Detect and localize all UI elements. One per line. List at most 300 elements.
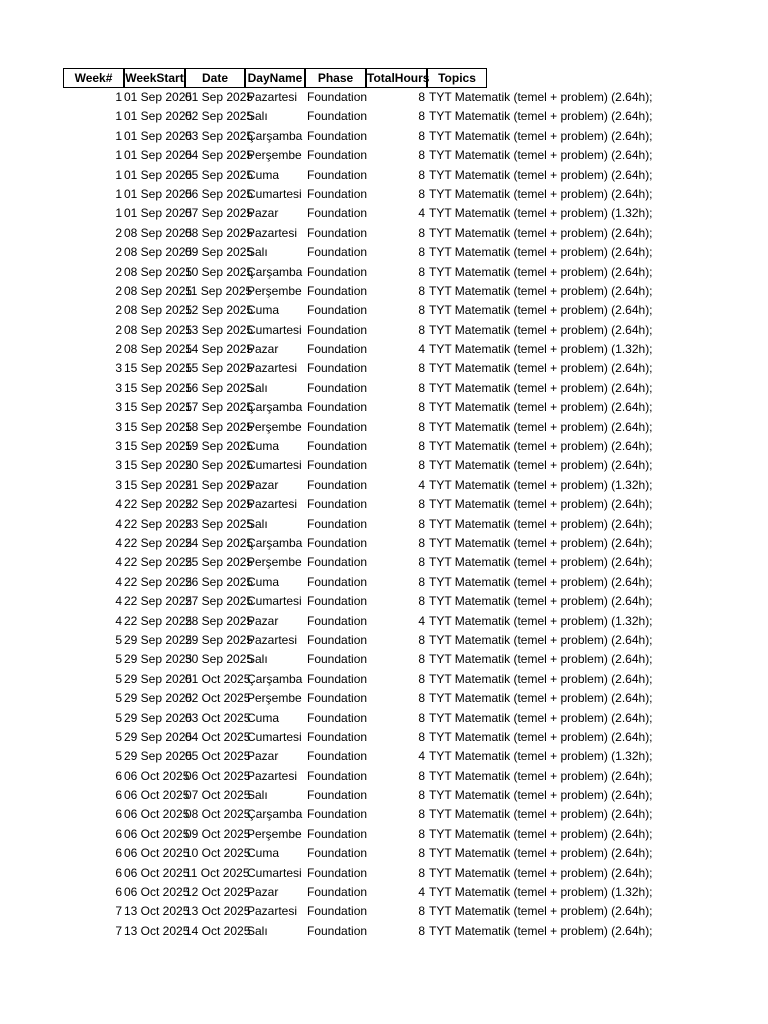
cell-day-name[interactable]: Pazartesi — [247, 904, 298, 919]
cell-week-number[interactable]: 4 — [115, 594, 122, 609]
cell-date[interactable]: 30 Sep 2025 — [185, 652, 254, 667]
cell-date[interactable]: 17 Sep 2025 — [185, 400, 254, 415]
cell-total-hours[interactable]: 8 — [418, 458, 425, 473]
cell-week-number[interactable]: 4 — [115, 516, 122, 531]
cell-phase[interactable]: Foundation — [307, 477, 368, 492]
cell-phase[interactable]: Foundation — [307, 439, 368, 454]
cell-phase[interactable]: Foundation — [307, 516, 368, 531]
cell-date[interactable]: 16 Sep 2025 — [185, 380, 254, 395]
cell-week-number[interactable]: 6 — [115, 885, 122, 900]
cell-date[interactable]: 22 Sep 2025 — [185, 497, 254, 512]
cell-week-number[interactable]: 5 — [115, 710, 122, 725]
cell-total-hours[interactable]: 8 — [418, 865, 425, 880]
cell-topics[interactable]: TYT Matematik (temel + problem) (2.64h); — [429, 555, 653, 570]
cell-week-start[interactable]: 13 Oct 2025 — [124, 923, 190, 938]
cell-day-name[interactable]: Salı — [247, 923, 268, 938]
cell-topics[interactable]: TYT Matematik (temel + problem) (1.32h); — [429, 613, 653, 628]
cell-date[interactable]: 26 Sep 2025 — [185, 574, 254, 589]
cell-date[interactable]: 12 Oct 2025 — [185, 885, 251, 900]
cell-week-number[interactable]: 3 — [115, 458, 122, 473]
cell-phase[interactable]: Foundation — [307, 186, 368, 201]
cell-day-name[interactable]: Salı — [247, 380, 268, 395]
cell-week-start[interactable]: 08 Sep 2025 — [124, 283, 193, 298]
cell-week-number[interactable]: 3 — [115, 400, 122, 415]
cell-date[interactable]: 23 Sep 2025 — [185, 516, 254, 531]
cell-total-hours[interactable]: 8 — [418, 729, 425, 744]
cell-topics[interactable]: TYT Matematik (temel + problem) (2.64h); — [429, 264, 653, 279]
cell-week-number[interactable]: 5 — [115, 749, 122, 764]
cell-phase[interactable]: Foundation — [307, 632, 368, 647]
cell-phase[interactable]: Foundation — [307, 380, 368, 395]
cell-date[interactable]: 24 Sep 2025 — [185, 535, 254, 550]
cell-date[interactable]: 01 Oct 2025 — [185, 671, 251, 686]
cell-week-number[interactable]: 1 — [115, 90, 122, 104]
cell-week-number[interactable]: 1 — [115, 206, 122, 221]
cell-day-name[interactable]: Pazar — [247, 885, 279, 900]
cell-day-name[interactable]: Perşembe — [247, 826, 302, 841]
cell-total-hours[interactable]: 8 — [418, 826, 425, 841]
cell-topics[interactable]: TYT Matematik (temel + problem) (2.64h); — [429, 225, 653, 240]
cell-topics[interactable]: TYT Matematik (temel + problem) (2.64h); — [429, 652, 653, 667]
cell-week-start[interactable]: 06 Oct 2025 — [124, 768, 190, 783]
cell-phase[interactable]: Foundation — [307, 807, 368, 822]
cell-date[interactable]: 11 Sep 2025 — [185, 283, 253, 298]
cell-phase[interactable]: Foundation — [307, 788, 368, 803]
cell-total-hours[interactable]: 8 — [418, 380, 425, 395]
cell-date[interactable]: 14 Oct 2025 — [185, 923, 251, 938]
cell-topics[interactable]: TYT Matematik (temel + problem) (2.64h); — [429, 846, 653, 861]
cell-total-hours[interactable]: 8 — [418, 671, 425, 686]
cell-total-hours[interactable]: 8 — [418, 904, 425, 919]
cell-day-name[interactable]: Pazartesi — [247, 90, 298, 104]
cell-day-name[interactable]: Salı — [247, 245, 268, 260]
cell-topics[interactable]: TYT Matematik (temel + problem) (2.64h); — [429, 632, 653, 647]
cell-phase[interactable]: Foundation — [307, 594, 368, 609]
cell-phase[interactable]: Foundation — [307, 497, 368, 512]
cell-week-start[interactable]: 29 Sep 2025 — [124, 632, 193, 647]
cell-phase[interactable]: Foundation — [307, 885, 368, 900]
cell-day-name[interactable]: Çarşamba — [247, 264, 303, 279]
cell-date[interactable]: 13 Oct 2025 — [185, 904, 251, 919]
cell-phase[interactable]: Foundation — [307, 710, 368, 725]
cell-phase[interactable]: Foundation — [307, 904, 368, 919]
cell-topics[interactable]: TYT Matematik (temel + problem) (2.64h); — [429, 768, 653, 783]
cell-phase[interactable]: Foundation — [307, 691, 368, 706]
cell-week-number[interactable]: 2 — [115, 322, 122, 337]
cell-topics[interactable]: TYT Matematik (temel + problem) (2.64h); — [429, 497, 653, 512]
cell-day-name[interactable]: Pazar — [247, 613, 279, 628]
cell-phase[interactable]: Foundation — [307, 342, 368, 357]
cell-phase[interactable]: Foundation — [307, 109, 368, 124]
cell-date[interactable]: 25 Sep 2025 — [185, 555, 254, 570]
cell-day-name[interactable]: Perşembe — [247, 555, 302, 570]
cell-date[interactable]: 07 Oct 2025 — [185, 788, 251, 803]
cell-topics[interactable]: TYT Matematik (temel + problem) (2.64h); — [429, 419, 653, 434]
cell-phase[interactable]: Foundation — [307, 322, 368, 337]
cell-date[interactable]: 15 Sep 2025 — [185, 361, 254, 376]
cell-week-start[interactable]: 22 Sep 2025 — [124, 535, 193, 550]
cell-phase[interactable]: Foundation — [307, 283, 368, 298]
cell-week-number[interactable]: 1 — [115, 167, 122, 182]
cell-day-name[interactable]: Çarşamba — [247, 400, 303, 415]
cell-week-start[interactable]: 06 Oct 2025 — [124, 807, 190, 822]
cell-total-hours[interactable]: 8 — [418, 167, 425, 182]
cell-date[interactable]: 02 Oct 2025 — [185, 691, 251, 706]
cell-date[interactable]: 08 Oct 2025 — [185, 807, 251, 822]
cell-topics[interactable]: TYT Matematik (temel + problem) (2.64h); — [429, 574, 653, 589]
cell-week-start[interactable]: 29 Sep 2025 — [124, 671, 193, 686]
cell-week-number[interactable]: 6 — [115, 826, 122, 841]
cell-week-start[interactable]: 29 Sep 2025 — [124, 652, 193, 667]
cell-day-name[interactable]: Cuma — [247, 303, 280, 318]
cell-week-start[interactable]: 01 Sep 2025 — [124, 128, 193, 143]
cell-date[interactable]: 14 Sep 2025 — [185, 342, 254, 357]
cell-phase[interactable]: Foundation — [307, 652, 368, 667]
cell-date[interactable]: 13 Sep 2025 — [185, 322, 254, 337]
cell-date[interactable]: 19 Sep 2025 — [185, 439, 254, 454]
cell-week-number[interactable]: 5 — [115, 671, 122, 686]
cell-phase[interactable]: Foundation — [307, 865, 368, 880]
cell-topics[interactable]: TYT Matematik (temel + problem) (2.64h); — [429, 671, 653, 686]
cell-total-hours[interactable]: 8 — [418, 535, 425, 550]
cell-week-number[interactable]: 1 — [115, 148, 122, 163]
cell-week-start[interactable]: 08 Sep 2025 — [124, 225, 193, 240]
cell-week-start[interactable]: 22 Sep 2025 — [124, 497, 193, 512]
cell-day-name[interactable]: Salı — [247, 516, 268, 531]
cell-day-name[interactable]: Pazar — [247, 342, 279, 357]
cell-total-hours[interactable]: 8 — [418, 497, 425, 512]
cell-week-number[interactable]: 2 — [115, 225, 122, 240]
header-week-number[interactable]: Week# — [63, 68, 124, 88]
cell-phase[interactable]: Foundation — [307, 264, 368, 279]
cell-date[interactable]: 21 Sep 2025 — [185, 477, 254, 492]
cell-topics[interactable]: TYT Matematik (temel + problem) (1.32h); — [429, 477, 653, 492]
cell-week-start[interactable]: 15 Sep 2025 — [124, 439, 193, 454]
cell-total-hours[interactable]: 8 — [418, 652, 425, 667]
cell-week-start[interactable]: 15 Sep 2025 — [124, 419, 193, 434]
cell-date[interactable]: 04 Oct 2025 — [185, 729, 251, 744]
header-date[interactable]: Date — [185, 68, 245, 88]
cell-phase[interactable]: Foundation — [307, 245, 368, 260]
cell-topics[interactable]: TYT Matematik (temel + problem) (2.64h); — [429, 904, 653, 919]
cell-week-number[interactable]: 2 — [115, 283, 122, 298]
cell-total-hours[interactable]: 8 — [418, 90, 425, 104]
cell-phase[interactable]: Foundation — [307, 303, 368, 318]
cell-week-start[interactable]: 13 Oct 2025 — [124, 904, 190, 919]
cell-total-hours[interactable]: 8 — [418, 555, 425, 570]
cell-topics[interactable]: TYT Matematik (temel + problem) (2.64h); — [429, 167, 653, 182]
cell-topics[interactable]: TYT Matematik (temel + problem) (2.64h); — [429, 594, 653, 609]
cell-week-number[interactable]: 1 — [115, 186, 122, 201]
cell-topics[interactable]: TYT Matematik (temel + problem) (1.32h); — [429, 342, 653, 357]
cell-week-start[interactable]: 06 Oct 2025 — [124, 885, 190, 900]
cell-total-hours[interactable]: 8 — [418, 186, 425, 201]
cell-total-hours[interactable]: 8 — [418, 303, 425, 318]
cell-week-number[interactable]: 4 — [115, 535, 122, 550]
cell-phase[interactable]: Foundation — [307, 671, 368, 686]
cell-week-number[interactable]: 3 — [115, 419, 122, 434]
cell-total-hours[interactable]: 8 — [418, 691, 425, 706]
cell-total-hours[interactable]: 4 — [418, 477, 425, 492]
cell-date[interactable]: 03 Oct 2025 — [185, 710, 251, 725]
cell-date[interactable]: 20 Sep 2025 — [185, 458, 254, 473]
cell-topics[interactable]: TYT Matematik (temel + problem) (2.64h); — [429, 148, 653, 163]
header-day-name[interactable]: DayName — [245, 68, 305, 88]
cell-phase[interactable]: Foundation — [307, 846, 368, 861]
cell-week-number[interactable]: 3 — [115, 439, 122, 454]
cell-phase[interactable]: Foundation — [307, 419, 368, 434]
cell-day-name[interactable]: Pazartesi — [247, 497, 298, 512]
cell-date[interactable]: 09 Oct 2025 — [185, 826, 251, 841]
cell-week-start[interactable]: 08 Sep 2025 — [124, 342, 193, 357]
cell-topics[interactable]: TYT Matematik (temel + problem) (2.64h); — [429, 322, 653, 337]
cell-date[interactable]: 28 Sep 2025 — [185, 613, 254, 628]
cell-topics[interactable]: TYT Matematik (temel + problem) (2.64h); — [429, 109, 653, 124]
cell-date[interactable]: 29 Sep 2025 — [185, 632, 254, 647]
cell-date[interactable]: 05 Oct 2025 — [185, 749, 251, 764]
cell-total-hours[interactable]: 8 — [418, 322, 425, 337]
cell-phase[interactable]: Foundation — [307, 923, 368, 938]
cell-topics[interactable]: TYT Matematik (temel + problem) (2.64h); — [429, 788, 653, 803]
cell-phase[interactable]: Foundation — [307, 613, 368, 628]
cell-topics[interactable]: TYT Matematik (temel + problem) (2.64h); — [429, 865, 653, 880]
cell-topics[interactable]: TYT Matematik (temel + problem) (1.32h); — [429, 885, 653, 900]
cell-total-hours[interactable]: 8 — [418, 788, 425, 803]
cell-total-hours[interactable]: 8 — [418, 710, 425, 725]
cell-date[interactable]: 04 Sep 2025 — [185, 148, 254, 163]
cell-week-start[interactable]: 15 Sep 2025 — [124, 361, 193, 376]
cell-phase[interactable]: Foundation — [307, 826, 368, 841]
cell-total-hours[interactable]: 8 — [418, 148, 425, 163]
cell-total-hours[interactable]: 8 — [418, 574, 425, 589]
cell-day-name[interactable]: Cuma — [247, 574, 280, 589]
cell-week-start[interactable]: 08 Sep 2025 — [124, 245, 193, 260]
cell-date[interactable]: 06 Oct 2025 — [185, 768, 251, 783]
cell-date[interactable]: 08 Sep 2025 — [185, 225, 254, 240]
cell-topics[interactable]: TYT Matematik (temel + problem) (2.64h); — [429, 128, 653, 143]
cell-week-start[interactable]: 01 Sep 2025 — [124, 90, 193, 104]
cell-day-name[interactable]: Pazar — [247, 749, 279, 764]
cell-day-name[interactable]: Pazartesi — [247, 768, 298, 783]
cell-week-start[interactable]: 08 Sep 2025 — [124, 322, 193, 337]
cell-day-name[interactable]: Cuma — [247, 439, 280, 454]
cell-week-number[interactable]: 6 — [115, 768, 122, 783]
cell-day-name[interactable]: Cuma — [247, 846, 280, 861]
cell-day-name[interactable]: Cumartesi — [247, 865, 302, 880]
cell-phase[interactable]: Foundation — [307, 768, 368, 783]
cell-phase[interactable]: Foundation — [307, 225, 368, 240]
cell-week-number[interactable]: 1 — [115, 128, 122, 143]
cell-week-start[interactable]: 15 Sep 2025 — [124, 400, 193, 415]
cell-topics[interactable]: TYT Matematik (temel + problem) (2.64h); — [429, 245, 653, 260]
cell-date[interactable]: 01 Sep 2025 — [185, 90, 254, 104]
cell-week-number[interactable]: 7 — [115, 923, 122, 938]
cell-topics[interactable]: TYT Matematik (temel + problem) (2.64h); — [429, 458, 653, 473]
cell-week-start[interactable]: 06 Oct 2025 — [124, 865, 190, 880]
cell-date[interactable]: 09 Sep 2025 — [185, 245, 254, 260]
cell-topics[interactable]: TYT Matematik (temel + problem) (2.64h); — [429, 923, 653, 938]
cell-week-start[interactable]: 08 Sep 2025 — [124, 264, 193, 279]
cell-date[interactable]: 05 Sep 2025 — [185, 167, 254, 182]
cell-week-number[interactable]: 5 — [115, 691, 122, 706]
cell-week-start[interactable]: 08 Sep 2025 — [124, 303, 193, 318]
cell-topics[interactable]: TYT Matematik (temel + problem) (2.64h); — [429, 826, 653, 841]
cell-week-number[interactable]: 4 — [115, 555, 122, 570]
cell-date[interactable]: 18 Sep 2025 — [185, 419, 254, 434]
cell-day-name[interactable]: Çarşamba — [247, 128, 303, 143]
cell-total-hours[interactable]: 4 — [418, 885, 425, 900]
cell-phase[interactable]: Foundation — [307, 729, 368, 744]
cell-date[interactable]: 07 Sep 2025 — [185, 206, 254, 221]
cell-total-hours[interactable]: 8 — [418, 516, 425, 531]
cell-day-name[interactable]: Cumartesi — [247, 458, 302, 473]
cell-week-number[interactable]: 5 — [115, 632, 122, 647]
cell-week-number[interactable]: 6 — [115, 865, 122, 880]
cell-week-number[interactable]: 2 — [115, 264, 122, 279]
cell-date[interactable]: 02 Sep 2025 — [185, 109, 254, 124]
cell-topics[interactable]: TYT Matematik (temel + problem) (2.64h); — [429, 380, 653, 395]
cell-day-name[interactable]: Cumartesi — [247, 322, 302, 337]
cell-week-start[interactable]: 15 Sep 2025 — [124, 477, 193, 492]
cell-day-name[interactable]: Cumartesi — [247, 186, 302, 201]
cell-topics[interactable]: TYT Matematik (temel + problem) (2.64h); — [429, 90, 653, 104]
cell-week-start[interactable]: 01 Sep 2025 — [124, 109, 193, 124]
cell-phase[interactable]: Foundation — [307, 90, 368, 104]
cell-total-hours[interactable]: 8 — [418, 807, 425, 822]
cell-total-hours[interactable]: 8 — [418, 923, 425, 938]
cell-total-hours[interactable]: 8 — [418, 400, 425, 415]
cell-date[interactable]: 11 Oct 2025 — [185, 865, 250, 880]
cell-topics[interactable]: TYT Matematik (temel + problem) (2.64h); — [429, 361, 653, 376]
cell-total-hours[interactable]: 8 — [418, 594, 425, 609]
cell-week-number[interactable]: 7 — [115, 904, 122, 919]
cell-phase[interactable]: Foundation — [307, 574, 368, 589]
cell-day-name[interactable]: Cumartesi — [247, 729, 302, 744]
cell-phase[interactable]: Foundation — [307, 206, 368, 221]
cell-date[interactable]: 10 Sep 2025 — [185, 264, 254, 279]
cell-topics[interactable]: TYT Matematik (temel + problem) (2.64h); — [429, 691, 653, 706]
cell-total-hours[interactable]: 8 — [418, 264, 425, 279]
cell-week-number[interactable]: 3 — [115, 380, 122, 395]
header-week-start[interactable]: WeekStart — [124, 68, 185, 88]
cell-week-number[interactable]: 2 — [115, 342, 122, 357]
cell-week-number[interactable]: 4 — [115, 574, 122, 589]
cell-week-start[interactable]: 01 Sep 2025 — [124, 206, 193, 221]
cell-day-name[interactable]: Çarşamba — [247, 807, 303, 822]
cell-week-number[interactable]: 6 — [115, 788, 122, 803]
cell-topics[interactable]: TYT Matematik (temel + problem) (2.64h); — [429, 710, 653, 725]
cell-week-start[interactable]: 29 Sep 2025 — [124, 729, 193, 744]
cell-day-name[interactable]: Çarşamba — [247, 671, 303, 686]
cell-topics[interactable]: TYT Matematik (temel + problem) (2.64h); — [429, 303, 653, 318]
cell-week-start[interactable]: 01 Sep 2025 — [124, 186, 193, 201]
cell-week-number[interactable]: 6 — [115, 846, 122, 861]
cell-topics[interactable]: TYT Matematik (temel + problem) (2.64h); — [429, 807, 653, 822]
cell-day-name[interactable]: Salı — [247, 788, 268, 803]
cell-total-hours[interactable]: 8 — [418, 361, 425, 376]
cell-topics[interactable]: TYT Matematik (temel + problem) (2.64h); — [429, 186, 653, 201]
cell-week-number[interactable]: 4 — [115, 497, 122, 512]
cell-week-number[interactable]: 3 — [115, 361, 122, 376]
cell-total-hours[interactable]: 4 — [418, 749, 425, 764]
cell-date[interactable]: 12 Sep 2025 — [185, 303, 254, 318]
cell-total-hours[interactable]: 8 — [418, 632, 425, 647]
cell-day-name[interactable]: Cuma — [247, 710, 280, 725]
cell-day-name[interactable]: Pazartesi — [247, 361, 298, 376]
cell-total-hours[interactable]: 4 — [418, 613, 425, 628]
cell-day-name[interactable]: Pazar — [247, 206, 279, 221]
cell-week-start[interactable]: 15 Sep 2025 — [124, 380, 193, 395]
cell-week-number[interactable]: 6 — [115, 807, 122, 822]
cell-phase[interactable]: Foundation — [307, 555, 368, 570]
cell-topics[interactable]: TYT Matematik (temel + problem) (2.64h); — [429, 729, 653, 744]
cell-total-hours[interactable]: 8 — [418, 225, 425, 240]
cell-day-name[interactable]: Perşembe — [247, 148, 302, 163]
cell-week-start[interactable]: 06 Oct 2025 — [124, 788, 190, 803]
cell-week-start[interactable]: 01 Sep 2025 — [124, 167, 193, 182]
cell-week-start[interactable]: 22 Sep 2025 — [124, 613, 193, 628]
cell-phase[interactable]: Foundation — [307, 458, 368, 473]
cell-topics[interactable]: TYT Matematik (temel + problem) (2.64h); — [429, 439, 653, 454]
cell-phase[interactable]: Foundation — [307, 167, 368, 182]
header-total-hours[interactable]: TotalHours — [366, 68, 427, 88]
cell-day-name[interactable]: Salı — [247, 109, 268, 124]
cell-topics[interactable]: TYT Matematik (temel + problem) (2.64h); — [429, 283, 653, 298]
cell-phase[interactable]: Foundation — [307, 749, 368, 764]
cell-total-hours[interactable]: 8 — [418, 245, 425, 260]
cell-week-start[interactable]: 29 Sep 2025 — [124, 691, 193, 706]
cell-topics[interactable]: TYT Matematik (temel + problem) (1.32h); — [429, 749, 653, 764]
cell-total-hours[interactable]: 8 — [418, 846, 425, 861]
cell-day-name[interactable]: Salı — [247, 652, 268, 667]
cell-day-name[interactable]: Perşembe — [247, 691, 302, 706]
cell-week-number[interactable]: 4 — [115, 613, 122, 628]
cell-phase[interactable]: Foundation — [307, 400, 368, 415]
cell-week-start[interactable]: 06 Oct 2025 — [124, 826, 190, 841]
cell-topics[interactable]: TYT Matematik (temel + problem) (1.32h); — [429, 206, 653, 221]
cell-total-hours[interactable]: 8 — [418, 109, 425, 124]
cell-week-start[interactable]: 29 Sep 2025 — [124, 710, 193, 725]
cell-phase[interactable]: Foundation — [307, 148, 368, 163]
cell-week-start[interactable]: 22 Sep 2025 — [124, 555, 193, 570]
cell-phase[interactable]: Foundation — [307, 535, 368, 550]
cell-week-start[interactable]: 29 Sep 2025 — [124, 749, 193, 764]
cell-week-start[interactable]: 22 Sep 2025 — [124, 594, 193, 609]
cell-day-name[interactable]: Pazar — [247, 477, 279, 492]
cell-week-number[interactable]: 1 — [115, 109, 122, 124]
cell-total-hours[interactable]: 4 — [418, 206, 425, 221]
cell-topics[interactable]: TYT Matematik (temel + problem) (2.64h); — [429, 400, 653, 415]
header-topics[interactable]: Topics — [427, 68, 487, 88]
header-phase[interactable]: Phase — [305, 68, 366, 88]
cell-date[interactable]: 10 Oct 2025 — [185, 846, 251, 861]
cell-week-number[interactable]: 3 — [115, 477, 122, 492]
cell-week-number[interactable]: 5 — [115, 729, 122, 744]
cell-week-start[interactable]: 06 Oct 2025 — [124, 846, 190, 861]
cell-week-start[interactable]: 22 Sep 2025 — [124, 574, 193, 589]
cell-topics[interactable]: TYT Matematik (temel + problem) (2.64h); — [429, 516, 653, 531]
cell-day-name[interactable]: Pazartesi — [247, 225, 298, 240]
cell-day-name[interactable]: Cumartesi — [247, 594, 302, 609]
cell-day-name[interactable]: Cuma — [247, 167, 280, 182]
cell-day-name[interactable]: Perşembe — [247, 419, 302, 434]
cell-total-hours[interactable]: 8 — [418, 439, 425, 454]
cell-week-number[interactable]: 2 — [115, 245, 122, 260]
cell-total-hours[interactable]: 8 — [418, 283, 425, 298]
cell-total-hours[interactable]: 8 — [418, 419, 425, 434]
cell-week-start[interactable]: 01 Sep 2025 — [124, 148, 193, 163]
cell-week-start[interactable]: 15 Sep 2025 — [124, 458, 193, 473]
